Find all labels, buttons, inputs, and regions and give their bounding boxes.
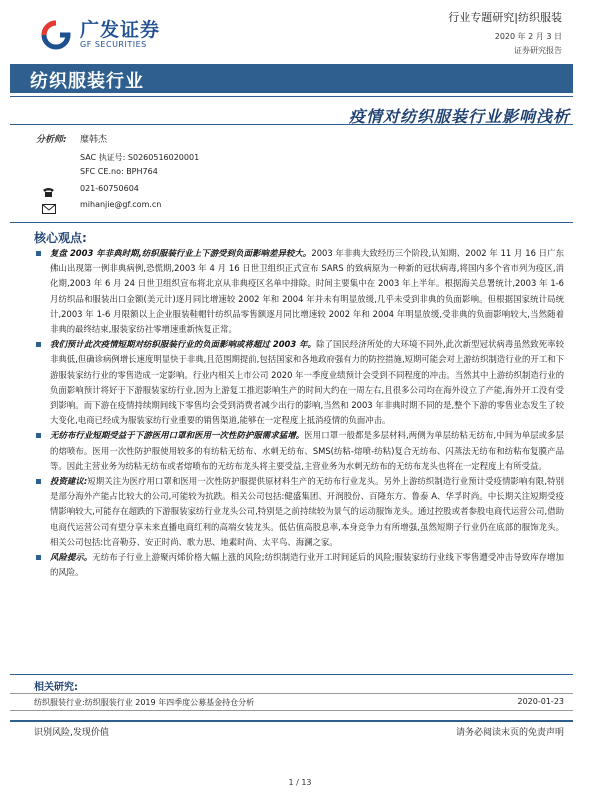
gf-logo-icon xyxy=(38,20,74,50)
report-date: 2020 年 2 月 3 日 xyxy=(494,32,562,41)
page-number: 1 / 13 xyxy=(288,778,312,787)
bullet-body: 除了国民经济所处的大环境不同外,此次新型冠状病毒虽然致死率较非典低,但确诊病例增长速度明显快于非典,且范围期提前,包括国家和各地政府强有力的防控措施,短期可能会对上游纺织制造行业的开工和下游服装家纺行业的零售造成一定影响。行业内相关上市公司 2020 年一季度业绩预计会受到不同程度的冲击。当然其中上游纺织制造行业的负面影响预计将好于下游服装家纺行业,因为上游复工推迟影响生产的时间大约在一周左右,且很多公司均在海外设立了产能,海外开工没有受到影响。而下游在疫情持续期间线下零售均会受到消费者减少出行的影响,当然和 2003 年非典时期不同的是,整个下游的零售业态发生了较大变化,电商已经成为服装家纺行业重要的销售渠道,能够在一定程度上抵消疫情的负面冲击。 xyxy=(50,339,564,426)
list-item xyxy=(34,550,564,580)
bullet-lead: 风险提示。 xyxy=(50,552,93,563)
related-report-date: 2020-01-23 xyxy=(517,697,564,706)
bullet-icon xyxy=(36,555,41,560)
bullet-body: 无纺布子行业上游聚丙烯价格大幅上涨的风险;纺织制造行业开工时间延后的风险;服装家纺行业线下零售遭受冲击导致库存增加的风险。 xyxy=(50,552,565,578)
header-meta xyxy=(448,10,562,56)
divider xyxy=(10,693,573,694)
email-icon xyxy=(42,199,56,218)
key-points-list xyxy=(34,246,564,580)
analyst-name: 糜韩杰 xyxy=(80,135,108,145)
bullet-lead: 复盘 2003 年非典时期,纺织服装行业上下游受到负面影响差异较大。 xyxy=(50,248,312,258)
list-item xyxy=(34,337,564,428)
bullet-body: 2003 年非典大致经历三个阶段,认知期、2002 年 11 月 16 日广东佛山出现第一例非典病例,恐慌期,2003 年 4 月 16 日世卫组织正式宣布 SARS 的致病原为一种新的冠状病毒,将国内多个省市列为疫区,消化期,2003 年 6 月 24 日世卫组织宣布将北京从非典疫区名单中排除。时间主要集中在 2003 年上半年。根据海关总署统计,2003 年 1-6 月纺织品和服装出口金额(美元计)逐月同比增速较 2002 年和 2004 年并未有明显放缓,几乎未受到非典的负面影响。但根据国家统计局统计,2003 年 1-6 月限额以上企业服装鞋帽针纺织品零售额逐月同比增速较 2002 年和 2004 年明显放缓,受非典的负面影响较大,当然随着非典的最终结束,服装家纺社零增速重新恢复正常。 xyxy=(50,248,564,335)
list-item xyxy=(34,474,564,550)
bullet-body: 短期关注为医疗用口罩和医用一次性防护服提供原材料生产的无纺布行业龙头。另外上游纺织制造行业预计受疫情影响有限,特别是部分海外产能占比较大的公司,可能较为抗跌。相关公司包括:健盛集团、开润股份、百隆东方、鲁泰 A、华孚时尚。中长期关注短期受疫情影响较大,可能存在超跌的下游服装家纺行业龙头公司,特别是之前持续较为景气的运动服饰龙头。通过控股或者参股电商代运营公司,借助电商代运营公司有望分享未来直播电商红利的高端女装龙头。低估值高股息率,本身竞争力有所增强,虽然短期子行业仍在底部的服饰龙头。相关公司包括:比音勒芬、安正时尚、歌力思、地素时尚、太平鸟、海澜之家。 xyxy=(50,476,564,547)
related-report-link[interactable]: 纺织服装行业:纺织服装行业 2019 年四季度公募基金持仓分析 xyxy=(34,698,255,707)
footer-disclaimer: 请务必阅读末页的免责声明 xyxy=(455,728,564,738)
industry-banner xyxy=(10,64,573,93)
divider xyxy=(10,674,573,675)
analyst-email[interactable]: mihanjie@gf.com.cn xyxy=(80,200,162,209)
divider xyxy=(10,710,573,711)
analyst-sac: SAC 执证号: S0260516020001 xyxy=(80,153,200,162)
bullet-lead: 投资建议: xyxy=(50,476,88,487)
key-points-title: 核心观点: xyxy=(34,231,87,245)
report-category: 行业专题研究|纺织服装 xyxy=(448,11,562,24)
divider xyxy=(10,124,573,125)
footer-slogan: 识别风险,发现价值 xyxy=(34,728,109,738)
related-title: 相关研究: xyxy=(34,682,78,693)
analyst-label: 分析师: xyxy=(36,135,67,145)
bullet-icon xyxy=(36,251,41,256)
bullet-icon xyxy=(36,342,41,347)
analyst-phone: 021-60750604 xyxy=(80,184,139,193)
list-item xyxy=(34,246,564,337)
bullet-icon xyxy=(36,433,41,438)
logo-name-cn: 广发证券 xyxy=(80,19,161,41)
bullet-lead: 无纺布行业短期受益于下游医用口罩和医用一次性防护服需求猛增。 xyxy=(50,430,305,441)
industry-name: 纺织服装行业 xyxy=(30,71,144,92)
divider xyxy=(10,96,573,97)
company-logo xyxy=(38,20,160,50)
report-title: 疫情对纺织服装行业影响浅析 xyxy=(348,107,570,126)
bullet-icon xyxy=(36,479,41,484)
bullet-lead: 我们预计此次疫情短期对纺织服装行业的负面影响或将超过 2003 年。 xyxy=(50,339,317,350)
logo-name-en: GF SECURITIES xyxy=(80,40,147,49)
analyst-sfc: SFC CE.no: BPH764 xyxy=(80,167,158,176)
report-type: 证券研究报告 xyxy=(514,46,562,55)
divider xyxy=(10,222,573,223)
footer-divider xyxy=(10,720,573,722)
list-item xyxy=(34,428,564,474)
bullet-body: 医用口罩一般都是多层材料,两侧为单层纺粘无纺布,中间为单层或多层的熔喷布。医用一次性防护服使用较多的有纺粘无纺布、水刺无纺布、SMS(纺粘-熔喷-纺粘)复合无纺布、闪蒸法无纺布和纺粘布复膜产品等。因此主营业务为纺粘无纺布或者熔喷布的无纺布龙头将主要受益,主营业务为水刺无纺布的无纺布龙头也将在一定程度上有所受益。 xyxy=(50,430,565,471)
